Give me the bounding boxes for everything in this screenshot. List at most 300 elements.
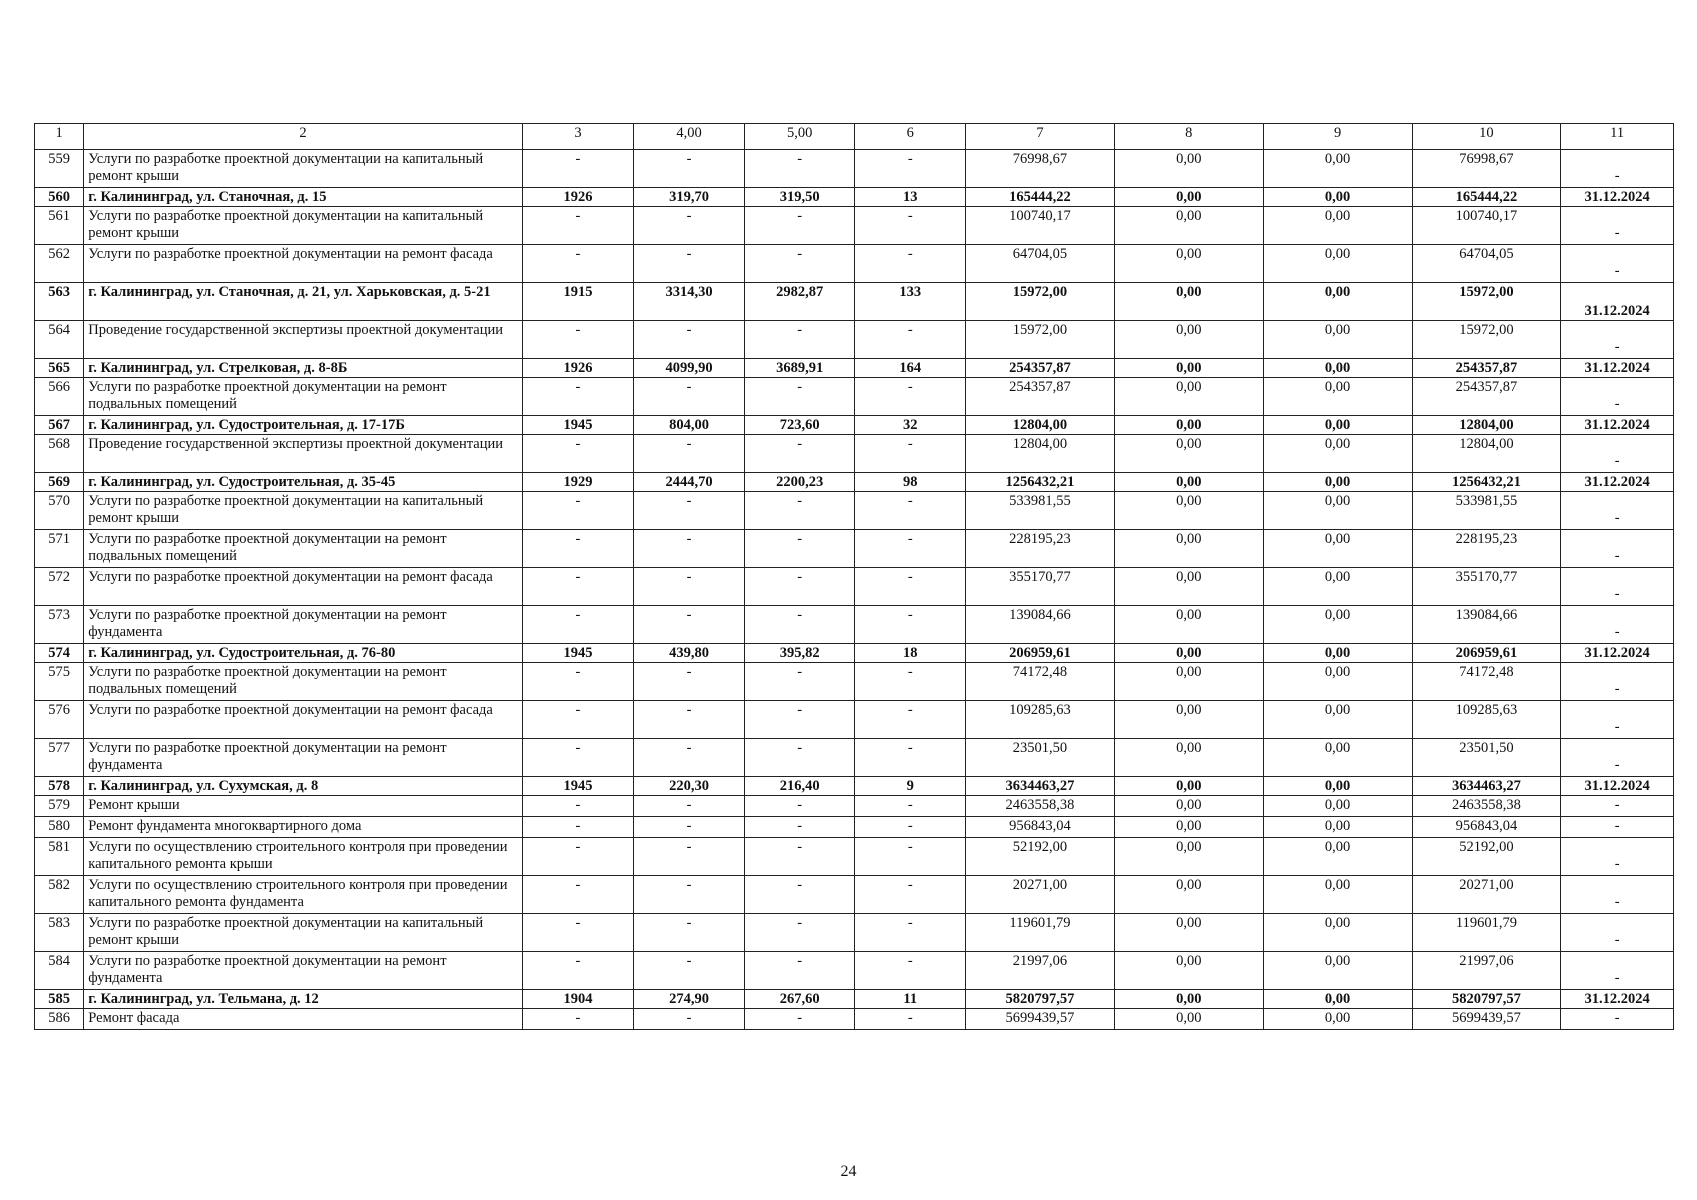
row-number: 581 [35, 838, 84, 876]
living-area: - [744, 245, 855, 283]
item-name: Услуги по разработке проектной документации на капитальный ремонт крыши [84, 207, 522, 245]
total-area: - [634, 150, 745, 188]
living-area: - [744, 838, 855, 876]
work-item-row [35, 838, 1674, 876]
residents-count: - [855, 838, 966, 876]
completion-date: - [1561, 1009, 1674, 1030]
living-area: - [744, 817, 855, 838]
total-area: - [634, 530, 745, 568]
item-name: г. Калининград, ул. Судостроительная, д. 76-80 [84, 644, 522, 663]
budget-cost: 0,00 [1263, 838, 1412, 876]
budget-cost: 0,00 [1263, 952, 1412, 990]
row-number: 582 [35, 876, 84, 914]
item-name: г. Калининград, ул. Судостроительная, д. 17-17Б [84, 416, 522, 435]
budget-cost: 0,00 [1263, 568, 1412, 606]
item-name: г. Калининград, ул. Тельмана, д. 12 [84, 990, 522, 1009]
fund-cost: 0,00 [1114, 473, 1263, 492]
total-cost: 119601,79 [966, 914, 1115, 952]
owners-cost: 12804,00 [1412, 435, 1561, 473]
build-year: 1926 [522, 359, 634, 378]
work-item-row [35, 914, 1674, 952]
fund-cost: 0,00 [1114, 283, 1263, 321]
total-cost: 12804,00 [966, 435, 1115, 473]
address-row [35, 473, 1674, 492]
total-cost: 3634463,27 [966, 777, 1115, 796]
fund-cost: 0,00 [1114, 321, 1263, 359]
total-area: - [634, 606, 745, 644]
budget-cost: 0,00 [1263, 739, 1412, 777]
build-year: 1945 [522, 416, 634, 435]
build-year: - [522, 701, 634, 739]
owners-cost: 5820797,57 [1412, 990, 1561, 1009]
item-name: Услуги по разработке проектной документации на ремонт фасада [84, 701, 522, 739]
completion-date: - [1561, 701, 1674, 739]
row-number: 567 [35, 416, 84, 435]
row-number: 563 [35, 283, 84, 321]
item-name: Услуги по разработке проектной документации на ремонт подвальных помещений [84, 378, 522, 416]
build-year: 1945 [522, 644, 634, 663]
build-year: - [522, 245, 634, 283]
completion-date: 31.12.2024 [1561, 416, 1674, 435]
total-area: - [634, 914, 745, 952]
fund-cost: 0,00 [1114, 644, 1263, 663]
completion-date: - [1561, 435, 1674, 473]
owners-cost: 1256432,21 [1412, 473, 1561, 492]
budget-cost: 0,00 [1263, 663, 1412, 701]
row-number: 580 [35, 817, 84, 838]
work-item-row [35, 245, 1674, 283]
completion-date: - [1561, 150, 1674, 188]
completion-date: - [1561, 914, 1674, 952]
completion-date: - [1561, 796, 1674, 817]
work-item-row [35, 378, 1674, 416]
row-number: 583 [35, 914, 84, 952]
residents-count: 13 [855, 188, 966, 207]
item-name: Услуги по разработке проектной документации на ремонт подвальных помещений [84, 530, 522, 568]
item-name: Услуги по осуществлению строительного контроля при проведении капитального ремонта фундамента [84, 876, 522, 914]
column-number: 1 [35, 124, 84, 150]
build-year: - [522, 207, 634, 245]
owners-cost: 355170,77 [1412, 568, 1561, 606]
completion-date: - [1561, 817, 1674, 838]
total-cost: 5699439,57 [966, 1009, 1115, 1030]
completion-date: 31.12.2024 [1561, 777, 1674, 796]
fund-cost: 0,00 [1114, 606, 1263, 644]
total-cost: 52192,00 [966, 838, 1115, 876]
row-number: 570 [35, 492, 84, 530]
fund-cost: 0,00 [1114, 1009, 1263, 1030]
owners-cost: 254357,87 [1412, 378, 1561, 416]
total-area: - [634, 796, 745, 817]
fund-cost: 0,00 [1114, 378, 1263, 416]
owners-cost: 5699439,57 [1412, 1009, 1561, 1030]
owners-cost: 76998,67 [1412, 150, 1561, 188]
living-area: 216,40 [744, 777, 855, 796]
living-area: 395,82 [744, 644, 855, 663]
total-area: - [634, 1009, 745, 1030]
total-cost: 100740,17 [966, 207, 1115, 245]
address-row [35, 777, 1674, 796]
owners-cost: 2463558,38 [1412, 796, 1561, 817]
budget-cost: 0,00 [1263, 150, 1412, 188]
total-area: - [634, 838, 745, 876]
total-area: 274,90 [634, 990, 745, 1009]
column-number: 3 [522, 124, 634, 150]
build-year: - [522, 739, 634, 777]
fund-cost: 0,00 [1114, 435, 1263, 473]
address-row [35, 359, 1674, 378]
build-year: - [522, 1009, 634, 1030]
work-item-row [35, 1009, 1674, 1030]
budget-cost: 0,00 [1263, 876, 1412, 914]
living-area: - [744, 606, 855, 644]
item-name: Услуги по разработке проектной документации на ремонт фундамента [84, 952, 522, 990]
column-number: 9 [1263, 124, 1412, 150]
living-area: - [744, 1009, 855, 1030]
build-year: - [522, 663, 634, 701]
item-name: Услуги по разработке проектной документации на ремонт фасада [84, 245, 522, 283]
row-number: 572 [35, 568, 84, 606]
total-cost: 74172,48 [966, 663, 1115, 701]
address-row [35, 283, 1674, 321]
fund-cost: 0,00 [1114, 359, 1263, 378]
item-name: Услуги по разработке проектной документации на капитальный ремонт крыши [84, 914, 522, 952]
row-number: 560 [35, 188, 84, 207]
residents-count: - [855, 1009, 966, 1030]
total-cost: 228195,23 [966, 530, 1115, 568]
item-name: г. Калининград, ул. Сухумская, д. 8 [84, 777, 522, 796]
completion-date: - [1561, 838, 1674, 876]
residents-count: 32 [855, 416, 966, 435]
total-area: - [634, 817, 745, 838]
living-area: - [744, 435, 855, 473]
fund-cost: 0,00 [1114, 796, 1263, 817]
total-cost: 355170,77 [966, 568, 1115, 606]
work-item-row [35, 435, 1674, 473]
fund-cost: 0,00 [1114, 739, 1263, 777]
item-name: Ремонт крыши [84, 796, 522, 817]
work-item-row [35, 606, 1674, 644]
total-cost: 76998,67 [966, 150, 1115, 188]
residents-count: - [855, 914, 966, 952]
total-cost: 533981,55 [966, 492, 1115, 530]
row-number: 562 [35, 245, 84, 283]
owners-cost: 52192,00 [1412, 838, 1561, 876]
total-area: 3314,30 [634, 283, 745, 321]
budget-cost: 0,00 [1263, 1009, 1412, 1030]
fund-cost: 0,00 [1114, 568, 1263, 606]
item-name: г. Калининград, ул. Станочная, д. 21, ул. Харьковская, д. 5-21 [84, 283, 522, 321]
owners-cost: 23501,50 [1412, 739, 1561, 777]
total-area: 804,00 [634, 416, 745, 435]
fund-cost: 0,00 [1114, 416, 1263, 435]
fund-cost: 0,00 [1114, 207, 1263, 245]
budget-cost: 0,00 [1263, 914, 1412, 952]
living-area: 3689,91 [744, 359, 855, 378]
item-name: г. Калининград, ул. Станочная, д. 15 [84, 188, 522, 207]
owners-cost: 165444,22 [1412, 188, 1561, 207]
completion-date: - [1561, 492, 1674, 530]
row-number: 561 [35, 207, 84, 245]
living-area: - [744, 530, 855, 568]
fund-cost: 0,00 [1114, 150, 1263, 188]
living-area: - [744, 914, 855, 952]
build-year: 1945 [522, 777, 634, 796]
work-item-row [35, 952, 1674, 990]
build-year: - [522, 492, 634, 530]
work-item-row [35, 321, 1674, 359]
residents-count: - [855, 150, 966, 188]
budget-cost: 0,00 [1263, 473, 1412, 492]
completion-date: - [1561, 739, 1674, 777]
residents-count: 164 [855, 359, 966, 378]
build-year: - [522, 952, 634, 990]
build-year: - [522, 378, 634, 416]
living-area: - [744, 739, 855, 777]
owners-cost: 254357,87 [1412, 359, 1561, 378]
item-name: Услуги по разработке проектной документации на капитальный ремонт крыши [84, 492, 522, 530]
total-cost: 23501,50 [966, 739, 1115, 777]
living-area: - [744, 378, 855, 416]
total-area: - [634, 492, 745, 530]
work-item-row [35, 739, 1674, 777]
column-number: 8 [1114, 124, 1263, 150]
build-year: 1929 [522, 473, 634, 492]
total-cost: 109285,63 [966, 701, 1115, 739]
residents-count: 11 [855, 990, 966, 1009]
owners-cost: 119601,79 [1412, 914, 1561, 952]
total-cost: 5820797,57 [966, 990, 1115, 1009]
living-area: - [744, 952, 855, 990]
budget-cost: 0,00 [1263, 435, 1412, 473]
budget-cost: 0,00 [1263, 606, 1412, 644]
work-item-row [35, 530, 1674, 568]
total-cost: 64704,05 [966, 245, 1115, 283]
living-area: - [744, 701, 855, 739]
total-cost: 21997,06 [966, 952, 1115, 990]
completion-date: - [1561, 568, 1674, 606]
row-number: 574 [35, 644, 84, 663]
work-item-row [35, 492, 1674, 530]
build-year: - [522, 150, 634, 188]
total-area: 220,30 [634, 777, 745, 796]
row-number: 568 [35, 435, 84, 473]
owners-cost: 21997,06 [1412, 952, 1561, 990]
column-number: 7 [966, 124, 1115, 150]
fund-cost: 0,00 [1114, 838, 1263, 876]
repair-program-table [34, 123, 1674, 1030]
owners-cost: 64704,05 [1412, 245, 1561, 283]
fund-cost: 0,00 [1114, 990, 1263, 1009]
row-number: 564 [35, 321, 84, 359]
fund-cost: 0,00 [1114, 914, 1263, 952]
total-cost: 956843,04 [966, 817, 1115, 838]
row-number: 569 [35, 473, 84, 492]
total-area: - [634, 663, 745, 701]
completion-date: - [1561, 663, 1674, 701]
build-year: - [522, 914, 634, 952]
total-cost: 254357,87 [966, 359, 1115, 378]
row-number: 585 [35, 990, 84, 1009]
residents-count: - [855, 796, 966, 817]
column-number: 11 [1561, 124, 1674, 150]
fund-cost: 0,00 [1114, 530, 1263, 568]
total-cost: 139084,66 [966, 606, 1115, 644]
owners-cost: 15972,00 [1412, 283, 1561, 321]
residents-count: - [855, 530, 966, 568]
budget-cost: 0,00 [1263, 644, 1412, 663]
completion-date: 31.12.2024 [1561, 359, 1674, 378]
work-item-row [35, 876, 1674, 914]
total-cost: 254357,87 [966, 378, 1115, 416]
residents-count: - [855, 492, 966, 530]
build-year: - [522, 435, 634, 473]
owners-cost: 139084,66 [1412, 606, 1561, 644]
address-row [35, 644, 1674, 663]
living-area: 319,50 [744, 188, 855, 207]
work-item-row [35, 817, 1674, 838]
row-number: 573 [35, 606, 84, 644]
item-name: Услуги по разработке проектной документации на капитальный ремонт крыши [84, 150, 522, 188]
work-item-row [35, 663, 1674, 701]
fund-cost: 0,00 [1114, 777, 1263, 796]
column-number: 6 [855, 124, 966, 150]
item-name: Ремонт фасада [84, 1009, 522, 1030]
row-number: 577 [35, 739, 84, 777]
fund-cost: 0,00 [1114, 952, 1263, 990]
total-area: - [634, 568, 745, 606]
item-name: Проведение государственной экспертизы проектной документации [84, 435, 522, 473]
work-item-row [35, 568, 1674, 606]
build-year: 1904 [522, 990, 634, 1009]
fund-cost: 0,00 [1114, 188, 1263, 207]
total-area: - [634, 207, 745, 245]
residents-count: - [855, 817, 966, 838]
item-name: г. Калининград, ул. Судостроительная, д. 35-45 [84, 473, 522, 492]
living-area: 2200,23 [744, 473, 855, 492]
completion-date: - [1561, 378, 1674, 416]
total-area: - [634, 739, 745, 777]
item-name: Услуги по осуществлению строительного контроля при проведении капитального ремонта крыши [84, 838, 522, 876]
total-area: 439,80 [634, 644, 745, 663]
total-area: - [634, 245, 745, 283]
budget-cost: 0,00 [1263, 796, 1412, 817]
build-year: - [522, 321, 634, 359]
completion-date: - [1561, 207, 1674, 245]
living-area: 723,60 [744, 416, 855, 435]
budget-cost: 0,00 [1263, 701, 1412, 739]
residents-count: - [855, 952, 966, 990]
fund-cost: 0,00 [1114, 245, 1263, 283]
budget-cost: 0,00 [1263, 416, 1412, 435]
completion-date: 31.12.2024 [1561, 188, 1674, 207]
work-item-row [35, 701, 1674, 739]
item-name: г. Калининград, ул. Стрелковая, д. 8-8Б [84, 359, 522, 378]
residents-count: - [855, 701, 966, 739]
build-year: - [522, 838, 634, 876]
completion-date: 31.12.2024 [1561, 644, 1674, 663]
living-area: - [744, 568, 855, 606]
owners-cost: 228195,23 [1412, 530, 1561, 568]
budget-cost: 0,00 [1263, 359, 1412, 378]
completion-date: - [1561, 876, 1674, 914]
budget-cost: 0,00 [1263, 492, 1412, 530]
total-cost: 20271,00 [966, 876, 1115, 914]
build-year: 1926 [522, 188, 634, 207]
owners-cost: 206959,61 [1412, 644, 1561, 663]
budget-cost: 0,00 [1263, 188, 1412, 207]
budget-cost: 0,00 [1263, 777, 1412, 796]
column-number: 2 [84, 124, 522, 150]
total-cost: 12804,00 [966, 416, 1115, 435]
fund-cost: 0,00 [1114, 663, 1263, 701]
living-area: - [744, 492, 855, 530]
residents-count: - [855, 739, 966, 777]
living-area: 2982,87 [744, 283, 855, 321]
item-name: Ремонт фундамента многоквартирного дома [84, 817, 522, 838]
row-number: 575 [35, 663, 84, 701]
owners-cost: 20271,00 [1412, 876, 1561, 914]
fund-cost: 0,00 [1114, 817, 1263, 838]
residents-count: 18 [855, 644, 966, 663]
budget-cost: 0,00 [1263, 283, 1412, 321]
total-cost: 1256432,21 [966, 473, 1115, 492]
residents-count: - [855, 435, 966, 473]
living-area: - [744, 663, 855, 701]
residents-count: - [855, 378, 966, 416]
residents-count: - [855, 321, 966, 359]
build-year: - [522, 817, 634, 838]
residents-count: - [855, 245, 966, 283]
total-area: 319,70 [634, 188, 745, 207]
budget-cost: 0,00 [1263, 207, 1412, 245]
total-cost: 15972,00 [966, 283, 1115, 321]
column-numbers-row [35, 124, 1674, 150]
living-area: - [744, 321, 855, 359]
budget-cost: 0,00 [1263, 530, 1412, 568]
total-area: - [634, 876, 745, 914]
living-area: - [744, 207, 855, 245]
row-number: 559 [35, 150, 84, 188]
completion-date: - [1561, 321, 1674, 359]
residents-count: - [855, 606, 966, 644]
row-number: 571 [35, 530, 84, 568]
owners-cost: 956843,04 [1412, 817, 1561, 838]
residents-count: 98 [855, 473, 966, 492]
build-year: - [522, 530, 634, 568]
row-number: 578 [35, 777, 84, 796]
total-area: - [634, 378, 745, 416]
build-year: 1915 [522, 283, 634, 321]
address-row [35, 416, 1674, 435]
item-name: Проведение государственной экспертизы проектной документации [84, 321, 522, 359]
item-name: Услуги по разработке проектной документации на ремонт подвальных помещений [84, 663, 522, 701]
total-area: - [634, 321, 745, 359]
owners-cost: 109285,63 [1412, 701, 1561, 739]
total-area: - [634, 435, 745, 473]
row-number: 565 [35, 359, 84, 378]
residents-count: 133 [855, 283, 966, 321]
completion-date: 31.12.2024 [1561, 990, 1674, 1009]
completion-date: - [1561, 952, 1674, 990]
column-number: 10 [1412, 124, 1561, 150]
build-year: - [522, 606, 634, 644]
completion-date: - [1561, 245, 1674, 283]
living-area: - [744, 150, 855, 188]
owners-cost: 15972,00 [1412, 321, 1561, 359]
budget-cost: 0,00 [1263, 817, 1412, 838]
owners-cost: 74172,48 [1412, 663, 1561, 701]
